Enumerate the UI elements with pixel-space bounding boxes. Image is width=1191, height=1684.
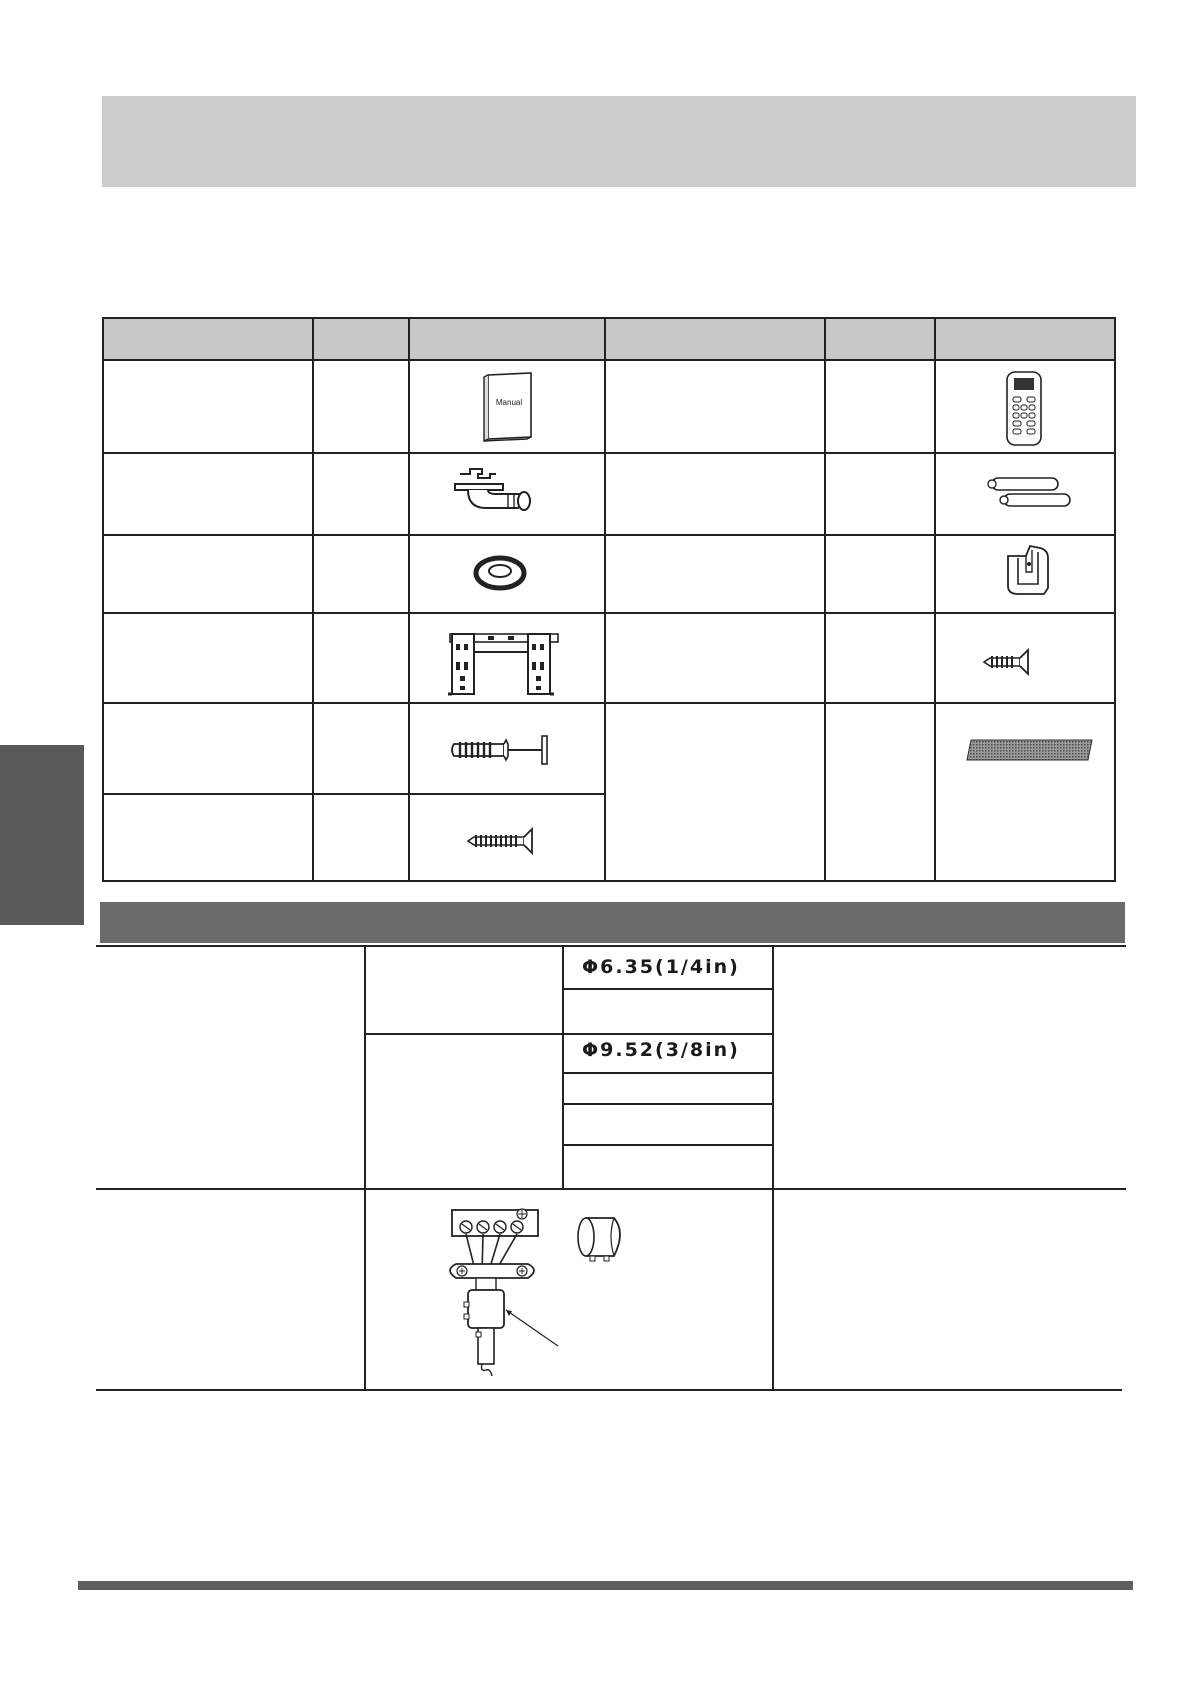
liquid-pipe-size: Φ6.35(1/4in) bbox=[582, 956, 740, 978]
accessories-table bbox=[102, 317, 1116, 882]
filter-strip-icon bbox=[934, 702, 1114, 880]
gas-pipe-size: Φ9.52(3/8in) bbox=[582, 1039, 740, 1061]
mounting-plate-icon bbox=[408, 612, 604, 702]
remote-holder-icon bbox=[934, 534, 1114, 612]
battery-icon bbox=[934, 452, 1114, 534]
title-band bbox=[102, 96, 1136, 187]
manual-cell bbox=[408, 359, 604, 452]
mounting-plate-cell bbox=[408, 612, 604, 702]
drain-joint-cell bbox=[408, 452, 604, 534]
drain-joint-icon bbox=[408, 452, 604, 534]
small-screw-cell bbox=[934, 612, 1114, 702]
wall-anchor-cell bbox=[408, 702, 604, 793]
remote-control-icon bbox=[934, 359, 1114, 452]
filter-strip-cell bbox=[934, 702, 1114, 880]
seal-ring-icon bbox=[408, 534, 604, 612]
magnetic-ring-icon bbox=[570, 1214, 660, 1274]
side-tab bbox=[0, 745, 84, 925]
manual-icon bbox=[408, 359, 604, 452]
wall-anchor-icon bbox=[408, 702, 604, 793]
footer-rule bbox=[78, 1581, 1133, 1590]
terminal-block-icon bbox=[440, 1200, 580, 1380]
mounting-screw-cell bbox=[408, 793, 604, 880]
screw-icon bbox=[934, 612, 1114, 702]
remote-holder-cell bbox=[934, 534, 1114, 612]
remote-control-cell bbox=[934, 359, 1114, 452]
seal-ring-cell bbox=[408, 534, 604, 612]
screw-icon bbox=[408, 793, 604, 880]
accessories-table-header bbox=[102, 317, 1116, 359]
manual-label: Manual bbox=[495, 398, 523, 407]
batteries-cell bbox=[934, 452, 1114, 534]
section-header-bar bbox=[100, 902, 1125, 943]
